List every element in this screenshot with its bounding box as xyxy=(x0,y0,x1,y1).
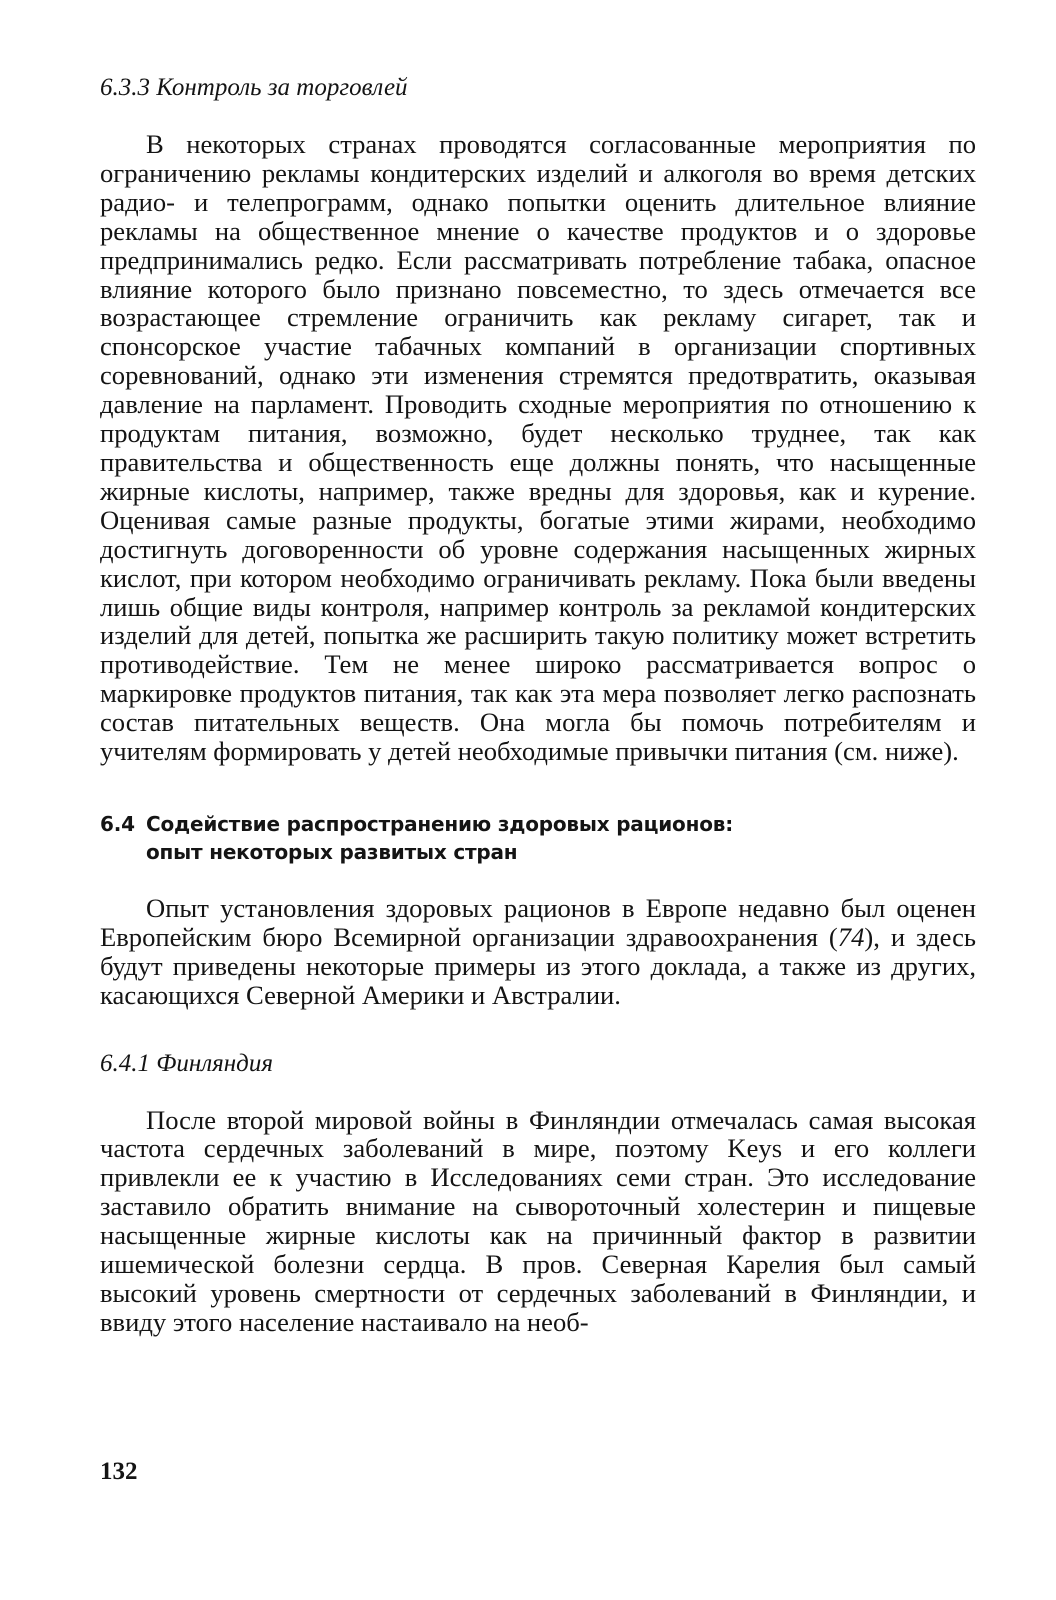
paragraph-healthy-diets-part1: Опыт установления здоровых рационов в Европе недавно был оценен Европейским бюро Всемирной организации здравоохранения ( xyxy=(100,892,976,952)
subsection-title-6-4-1: 6.4.1 Финляндия xyxy=(100,1049,273,1077)
section-number: 6.4 xyxy=(100,811,135,836)
subsection-title-6-3-3: 6.3.3 Контроль за торговлей xyxy=(100,74,408,101)
citation-reference: 74 xyxy=(837,921,865,952)
paragraph-trade-control: В некоторых странах проводятся согласованные мероприятия по ограничению рекламы кондитерских изделий и алкоголя во время детских радио- и телепрограмм, однако попытки оценить длительное влияние рекламы на общественное мнение о качестве продуктов и о здоровье предпринимались редко. Если рассматривать потребление табака, опасное влияние которого было признано повсеместно, то здесь отмечается все возрастающее стремление ограничить как рекламу сигарет, так и спонсорское участие табачных компаний в организации спортивных соревнований, однако эти изменения стремятся предотвратить, оказывая давление на парламент. Проводить сходные мероприятия по отношению к продуктам питания, возможно, будет несколько труднее, так как правительства и общественность еще должны понять, что насыщенные жирные кислоты, например, также вредны для здоровья, как и курение. Оценивая самые разные продукты, богатые этими жирами, необходимо достигнуть договоренности об уровне содержания насыщенных жирных кислот, при котором необходимо ограничивать рекламу. Пока были введены лишь общие виды контроля, например контроль за рекламой кондитерских изделий для детей, попытка же расширить такую политику может встретить противодействие. Тем не менее широко рассматривается вопрос о маркировке продуктов питания, так как эта мера позволяет легко распознать состав питательных веществ. Она могла бы помочь потребителям и учителям формировать у детей необходимые привычки питания (см. ниже). xyxy=(100,129,976,767)
page-content xyxy=(100,72,976,1337)
section-title-line2: опыт некоторых развитых стран xyxy=(146,839,518,864)
section-title-line1: Содействие распространению здоровых рационов: xyxy=(146,811,733,836)
section-title-6-4 xyxy=(100,810,976,866)
paragraph-finland: После второй мировой войны в Финляндии отмечалась самая высокая частота сердечных заболеваний в мире, поэтому Keys и его коллеги привлекли ее к участию в Исследованиях семи стран. Это исследование заставило обратить внимание на сывороточный холестерин и пищевые насыщенные жирные кислоты как на причинный фактор в развитии ишемической болезни сердца. В пров. Северная Карелия был самый высокий уровень смертности от сердечных заболеваний в Финляндии, и ввиду этого население настаивало на необ- xyxy=(100,1104,976,1337)
page-number: 132 xyxy=(100,1458,138,1485)
paragraph-healthy-diets xyxy=(100,894,976,1010)
paragraph-healthy-diets-part2: ), и здесь будут приведены некоторые примеры из этого доклада, а также из других, касающихся Северной Америки и Австралии. xyxy=(100,921,976,1010)
